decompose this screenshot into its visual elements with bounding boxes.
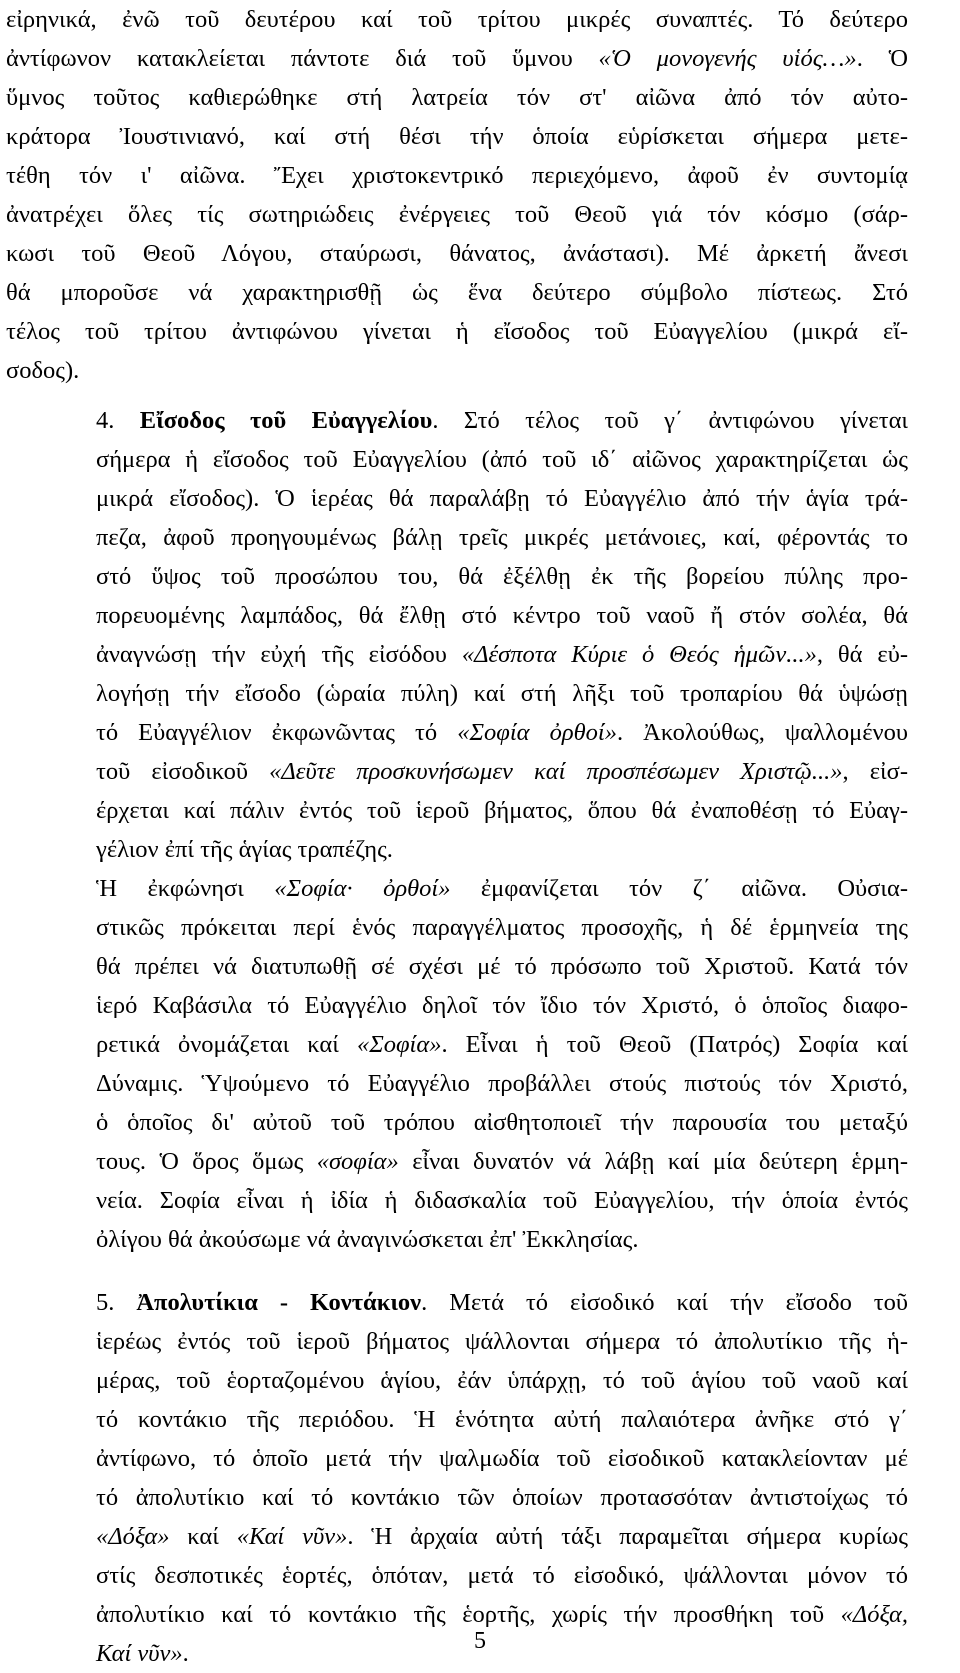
text-line — [6, 401, 908, 440]
text-run: . Ὁ — [856, 45, 908, 72]
text-line — [6, 1064, 908, 1103]
text-line — [6, 1025, 908, 1064]
text-run: κράτορα Ἰουστινιανό, καί στή θέσι τήν ὁποία εὑρίσκεται σήμερα μετε- — [6, 123, 908, 150]
text-line — [6, 1220, 908, 1259]
text-run: ἀναγνώσῃ τήν εὐχή τῆς εἰσόδου — [96, 641, 462, 668]
text-line — [6, 1283, 908, 1322]
text-run: ὁ ὁποῖος δι' αὐτοῦ τοῦ τρόπου αἰσθητοποιεῖ τήν παρουσία του μεταξύ — [96, 1109, 908, 1136]
italic-quote: «Δόξα» — [96, 1523, 170, 1550]
section-heading: Εἴσοδος τοῦ Εὐαγγελίου — [139, 407, 433, 434]
text-run: πορευομένης λαμπάδος, θά ἔλθῃ στό κέντρο τοῦ ναοῦ ἤ στόν σολέα, θά — [96, 602, 908, 629]
text-run: τό κοντάκιο τῆς περιόδου. Ἡ ἑνότητα αὐτή παλαιότερα ἀνῆκε στό γ΄ — [96, 1406, 908, 1433]
text-line — [6, 869, 908, 908]
paragraph — [6, 401, 908, 869]
text-run: 5. — [96, 1289, 137, 1316]
text-line — [6, 1400, 908, 1439]
text-line — [6, 156, 908, 195]
text-run: στίς δεσποτικές ἑορτές, ὁπόταν, μετά τό εἰσοδικό, ψάλλονται μόνον τό — [96, 1562, 908, 1589]
text-run: . Ἀκολούθως, ψαλλομένου — [616, 719, 908, 746]
text-run: ρετικά ὀνομάζεται καί — [96, 1031, 357, 1058]
text-line — [6, 791, 908, 830]
page-number: 5 — [474, 1628, 486, 1654]
paragraph — [6, 869, 908, 1259]
text-run: θά πρέπει νά διατυπωθῇ σέ σχέσι μέ τό πρόσωπο τοῦ Χριστοῦ. Κατά τόν — [96, 953, 908, 980]
document-page — [6, 0, 908, 1673]
text-run: Δύναμις. Ὑψούμενο τό Εὐαγγέλιο προβάλλει στούς πιστούς τόν Χριστό, — [96, 1070, 908, 1097]
text-run: στό ὕψος τοῦ προσώπου του, θά ἐξέλθῃ ἐκ τῆς βορείου πύλης προ- — [96, 563, 908, 590]
italic-quote: «Δέσποτα Κύριε ὁ Θεός ἡμῶν...» — [461, 641, 817, 668]
text-line — [6, 273, 908, 312]
text-run: εἶναι δυνατόν νά λάβῃ καί μία δεύτερη ἑρμη- — [398, 1148, 908, 1175]
paragraph — [6, 1283, 908, 1673]
text-line — [6, 312, 908, 351]
text-run: κωσι τοῦ Θεοῦ Λόγου, σταύρωσι, θάνατος, ἀνάστασι). Μέ ἀρκετή ἄνεσι — [6, 240, 908, 267]
text-line — [6, 752, 908, 791]
italic-quote: «Δεῦτε προσκυνήσωμεν καί προσπέσωμεν Χριστῷ...» — [269, 758, 843, 785]
text-line — [6, 440, 908, 479]
text-run: έρχεται καί πάλιν ἐντός τοῦ ἱεροῦ βήματος, ὅπου θά ἐναποθέσῃ τό Εὐαγ- — [96, 797, 908, 824]
text-line — [6, 1439, 908, 1478]
italic-quote: «Ὁ μονογενής υἱός…» — [598, 45, 857, 72]
text-run: , θά εὐ- — [816, 641, 908, 668]
text-run: 4. — [96, 407, 140, 434]
text-line — [6, 1517, 908, 1556]
text-line — [6, 1478, 908, 1517]
text-run: ἀντίφωνον κατακλείεται πάντοτε διά τοῦ ὕμνου — [6, 45, 599, 72]
text-run: . Στό τέλος τοῦ γ΄ ἀντιφώνου γίνεται — [432, 407, 909, 434]
text-run: ἱερό Καβάσιλα τό Εὐαγγέλιο δηλοῖ τόν ἴδιο τόν Χριστό, ὁ ὁποῖος διαφο- — [96, 992, 908, 1019]
text-line — [6, 1322, 908, 1361]
text-line — [6, 1142, 908, 1181]
text-line — [6, 1361, 908, 1400]
text-run: . Ἡ ἀρχαία αὐτή τάξι παραμεῖται σήμερα κυρίως — [347, 1523, 909, 1550]
italic-quote: «Καί νῦν» — [236, 1523, 348, 1550]
paragraph — [6, 0, 908, 390]
text-run: μικρά εἴσοδος). Ὁ ἱερέας θά παραλάβῃ τό Εὐαγγέλιο ἀπό τήν ἁγία τρά- — [96, 485, 908, 512]
text-run: ὕμνος τοῦτος καθιερώθηκε στή λατρεία τόν στ' αἰῶνα ἀπό τόν αὐτο- — [6, 84, 908, 111]
text-run: θά μποροῦσε νά χαρακτηρισθῇ ὡς ἕνα δεύτερο σύμβολο πίστεως. Στό — [6, 279, 908, 306]
text-run: ἐμφανίζεται τόν ζ΄ αἰῶνα. Οὐσια- — [450, 875, 908, 902]
text-line — [6, 830, 908, 869]
text-run: ἀντίφωνο, τό ὁποῖο μετά τήν ψαλμωδία τοῦ εἰσοδικοῦ κατακλείονταν μέ — [96, 1445, 908, 1472]
text-line — [6, 908, 908, 947]
text-run: ἀνατρέχει ὅλες τίς σωτηριώδεις ἐνέργειες τοῦ Θεοῦ γιά τόν κόσμο (σάρ- — [6, 201, 908, 228]
text-line — [6, 39, 908, 78]
text-run: σοδος). — [6, 357, 80, 384]
text-line — [6, 947, 908, 986]
text-run: εἰρηνικά, ἐνῶ τοῦ δευτέρου καί τοῦ τρίτου μικρές συναπτές. Τό δεύτερο — [6, 6, 908, 33]
text-line — [6, 0, 908, 39]
text-run: πεζα, ἀφοῦ προηγουμένως βάλῃ τρεῖς μικρές μετάνοιες, καί, φέροντάς το — [96, 524, 908, 551]
text-line — [6, 1556, 908, 1595]
text-run: λογήσῃ τήν εἴσοδο (ὡραία πύλη) καί στή λῆξι τοῦ τροπαρίου θά ὑψώσῃ — [96, 680, 908, 707]
text-run: τό ἀπολυτίκιο καί τό κοντάκιο τῶν ὁποίων προτασσόταν ἀντιστοίχως τό — [96, 1484, 908, 1511]
text-run: καί — [169, 1523, 237, 1550]
text-line — [6, 986, 908, 1025]
text-run: ἀπολυτίκιο καί τό κοντάκιο τῆς ἑορτῆς, χωρίς τήν προσθήκη τοῦ — [96, 1601, 841, 1628]
text-run: Ἡ ἐκφώνησι — [96, 875, 275, 902]
text-run: σήμερα ἡ εἴσοδος τοῦ Εὐαγγελίου (ἀπό τοῦ ιδ΄ αἰῶνος χαρακτηρίζεται ὡς — [96, 446, 908, 473]
text-run: τέλος τοῦ τρίτου ἀντιφώνου γίνεται ἡ εἴσοδος τοῦ Εὐαγγελίου (μικρά εἴ- — [6, 318, 908, 345]
text-run: ὀλίγου θά ἀκούσωμε νά ἀναγινώσκεται ἐπ' Ἐκκλησίας. — [96, 1226, 639, 1253]
text-line — [6, 1181, 908, 1220]
text-run: τέθη τόν ι' αἰῶνα. Ἔχει χριστοκεντρικό περιεχόμενο, ἀφοῦ ἐν συντομίᾳ — [6, 162, 908, 189]
text-run: γέλιον ἐπί τῆς ἁγίας τραπέζης. — [96, 836, 393, 863]
italic-quote: «Σοφία ὀρθοί» — [457, 719, 617, 746]
text-run: νεία. Σοφία εἶναι ἡ ἰδία ἡ διδασκαλία τοῦ Εὐαγγελίου, τήν ὁποία ἐντός — [96, 1187, 908, 1214]
text-line — [6, 234, 908, 273]
text-line — [6, 635, 908, 674]
text-run: . Μετά τό εἰσοδικό καί τήν εἴσοδο τοῦ — [421, 1289, 909, 1316]
italic-quote: «Σοφία· ὀρθοί» — [274, 875, 451, 902]
text-run: μέρας, τοῦ ἑορταζομένου ἁγίου, ἐάν ὑπάρχῃ, τό τοῦ ἁγίου τοῦ ναοῦ καί — [96, 1367, 908, 1394]
text-line — [6, 351, 908, 390]
italic-quote: «σοφία» — [316, 1148, 399, 1175]
italic-quote: Καί νῦν» — [96, 1640, 183, 1667]
text-line — [6, 674, 908, 713]
text-run: τοῦ εἰσοδικοῦ — [96, 758, 270, 785]
text-line — [6, 117, 908, 156]
text-run: τους. Ὁ ὅρος ὅμως — [96, 1148, 317, 1175]
text-line — [6, 1103, 908, 1142]
text-line — [6, 78, 908, 117]
text-line — [6, 713, 908, 752]
text-run: στικῶς πρόκειται περί ἑνός παραγγέλματος προσοχῆς, ἡ δέ ἑρμηνεία της — [96, 914, 908, 941]
text-run: τό Εὐαγγέλιον ἐκφωνῶντας τό — [96, 719, 458, 746]
text-line — [6, 557, 908, 596]
section-heading: Ἀπολυτίκια - Κοντάκιον — [136, 1289, 422, 1316]
italic-quote: «Δόξα, — [840, 1601, 908, 1628]
text-run: ἱερέως ἐντός τοῦ ἱεροῦ βήματος ψάλλονται σήμερα τό ἀπολυτίκιο τῆς ἡ- — [96, 1328, 908, 1355]
text-run: . Εἶναι ἡ τοῦ Θεοῦ (Πατρός) Σοφία καί — [441, 1031, 909, 1058]
text-run: . — [182, 1640, 189, 1667]
text-line — [6, 518, 908, 557]
text-line — [6, 596, 908, 635]
text-run: , εἰσ- — [842, 758, 908, 785]
italic-quote: «Σοφία» — [356, 1031, 442, 1058]
text-line — [6, 195, 908, 234]
text-line — [6, 479, 908, 518]
